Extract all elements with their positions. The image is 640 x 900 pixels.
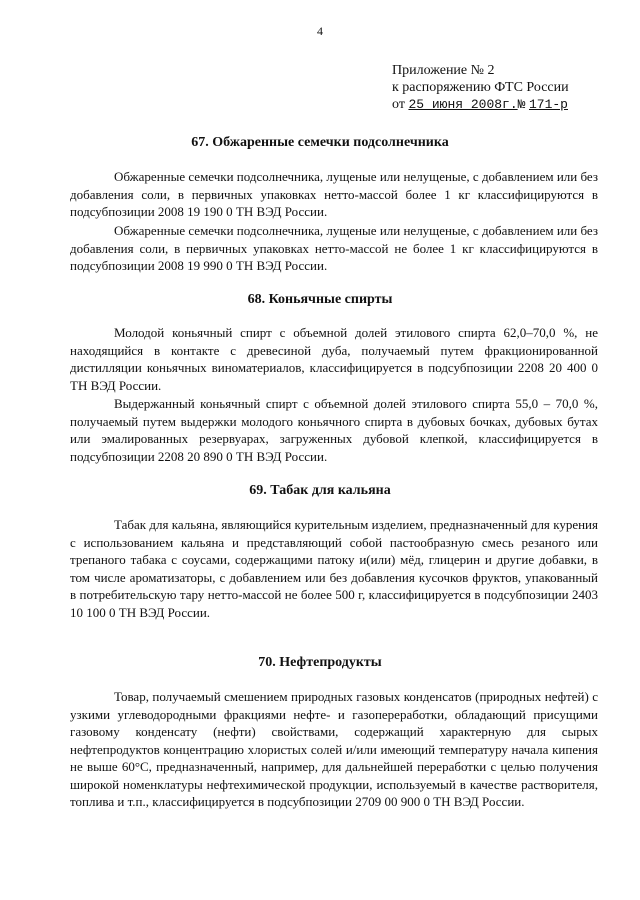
page-number: 4 (317, 24, 323, 38)
section-67-paragraph-2: Обжаренные семечки подсолнечника, лущеные или нелущеные, с добавлением или без добавления соли, в первичных упаковках нетто-массой не более 1 кг классифицируются в подсубпозиции 2008 19 990 0 ТН ВЭД России. (70, 223, 598, 273)
order-number-label: № (517, 97, 526, 112)
date-prefix: от (392, 97, 405, 112)
appendix-date-line (392, 96, 632, 113)
order-date: 25 июня 2008г. (408, 97, 518, 112)
section-title-68: 68. Коньячные спирты (247, 292, 393, 307)
section-title-69: 69. Табак для кальяна (249, 483, 391, 498)
order-number: 171-р (528, 97, 568, 112)
section-67-paragraph-1: Обжаренные семечки подсолнечника, лущеные или нелущеные, с добавлением или без добавления соли, в первичных упаковках нетто-массой более 1 кг классифицируются в подсубпозиции 2008 19 190 0 ТН ВЭД России. (70, 169, 598, 219)
appendix-title: Приложение № 2 (392, 63, 495, 78)
section-68-paragraph-2: Выдержанный коньячный спирт с объемной долей этилового спирта 55,0 – 70,0 %, получаемый путем выдержки молодого коньячного спирта в дубовых бочках, дубовых бутах или эмалированных резервуарах, загруженных дубовой клепкой, классифицируется в подсубпозиции 2208 20 890 0 ТН ВЭД России. (70, 396, 598, 464)
section-title-67: 67. Обжаренные семечки подсолнечника (191, 135, 449, 150)
section-title-70: 70. Нефтепродукты (258, 655, 382, 670)
section-70-paragraph-1: Товар, получаемый смешением природных газовых конденсатов (природных нефтей) с узкими углеводородными фракциями нефте- и газопереработки, обладающий присущими газовому конденсату (нефти) свойствами, содержащий характерную для сырых нефтепродуктов концентрацию хлористых солей и/или имеющий температуру начала кипения не выше 60°С, предназначенный, например, для дальнейшей переработки с целью получения широкой номенклатуры нефтехимической продукции, используемый в качестве растворителя, топлива и т.п., классифицируется в подсубпозиции 2709 00 900 0 ТН ВЭД России. (70, 689, 598, 809)
appendix-header (392, 62, 632, 113)
appendix-order-ref: к распоряжению ФТС России (392, 80, 569, 95)
section-68-paragraph-1: Молодой коньячный спирт с объемной долей этилового спирта 62,0–70,0 %, не находящийся в контакте с древесиной дуба, получаемый путем фракционированной дистилляции коньячных виноматериалов, классифицируется в подсубпозиции 2208 20 400 0 ТН ВЭД России. (70, 325, 598, 393)
section-69-paragraph-1: Табак для кальяна, являющийся курительным изделием, предназначенный для курения с использованием кальяна и представляющий собой пастообразную смесь резаного или трепаного табака с соусами, содержащими патоку и(или) мёд, глицерин и другие добавки, в том числе ароматизаторы, с добавлением или без добавления кусочков фруктов, упакованный в потребительскую тару нетто-массой не более 500 г, классифицируется в подсубпозиции 2403 10 100 0 ТН ВЭД России. (70, 517, 598, 620)
